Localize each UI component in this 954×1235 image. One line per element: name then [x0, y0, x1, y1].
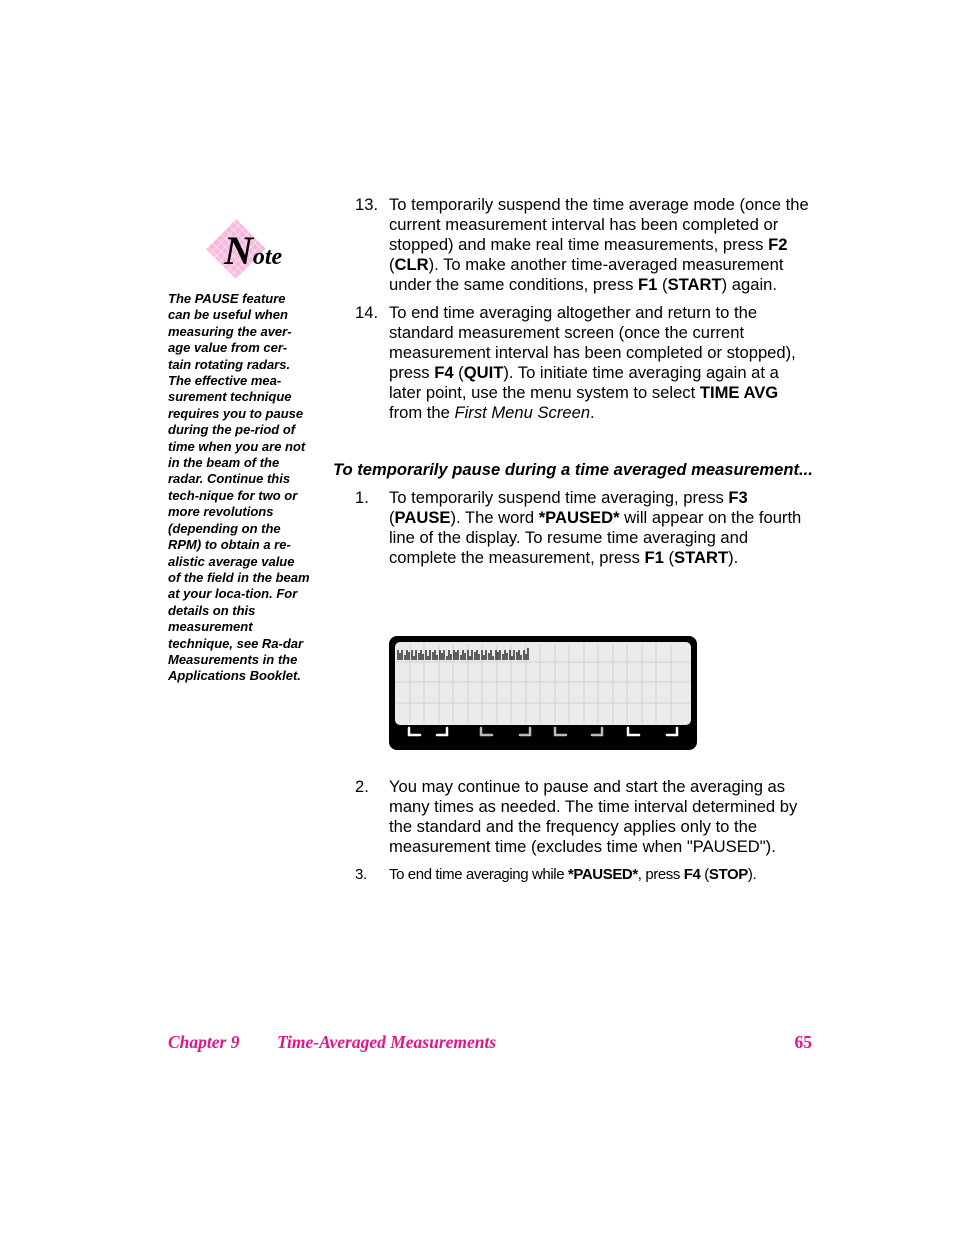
- step-number: 13.: [355, 195, 379, 214]
- note-sidebar: [168, 215, 310, 685]
- step-1: 1. To temporarily suspend time averaging, press F3 (PAUSE). The word *PAUSED* will appear on the fourth line of the display. To resume time averaging and complete the measurement, press F1 (START).: [355, 488, 802, 567]
- step-number: 3.: [355, 866, 367, 883]
- step-2: 2. You may continue to pause and start the averaging as many times as needed. The time interval determined by the standard and the frequency applies only to the measurement time (excludes time when "PAUSED").: [355, 777, 798, 856]
- page-number: 65: [794, 1032, 812, 1052]
- step-13: 13. To temporarily suspend the time average mode (once the current measurement interval has been completed or stopped) and make real time measurements, press F2 (CLR). To make another time-averaged measurement under the same conditions, press F1 (START) again.: [355, 195, 809, 294]
- lcd-screen-icon: [389, 636, 697, 750]
- step-3: 3. To end time averaging while *PAUSED*, press F4 (STOP).: [355, 866, 757, 883]
- main-column: [333, 195, 813, 576]
- steps-after-display: [333, 777, 813, 893]
- step-number: 2.: [355, 777, 369, 796]
- step-14: 14. To end time averaging altogether and return to the standard measurement screen (once the current measurement interval has been completed or stopped), press F4 (QUIT). To initiate time averaging again at a later point, use the menu system to select TIME AVG from the First Menu Screen.: [355, 303, 796, 422]
- step-number: 14.: [355, 303, 379, 322]
- footer-title: Time-Averaged Measurements: [277, 1032, 497, 1052]
- note-heading: Note: [224, 228, 283, 273]
- section-subheading: To temporarily pause during a time averaged measurement...: [333, 460, 813, 479]
- note-logo: [168, 215, 310, 281]
- note-text: The PAUSE feature can be useful when measuring the aver-age value from cer-tain rotating radars. The effective mea-surement technique requires you to pause during the pe-riod of time when you are not in the beam of the radar. Continue this tech-nique for two or more revolutions (depending on the RPM) to obtain a re-alistic average value of the field in the beam at your loca-tion. For details on this measurement technique, see Ra-dar Measurements in the Applications Booklet.: [168, 291, 310, 684]
- footer-chapter: Chapter 9: [168, 1032, 240, 1052]
- lcd-display-illustration: [389, 636, 697, 755]
- step-number: 1.: [355, 488, 369, 507]
